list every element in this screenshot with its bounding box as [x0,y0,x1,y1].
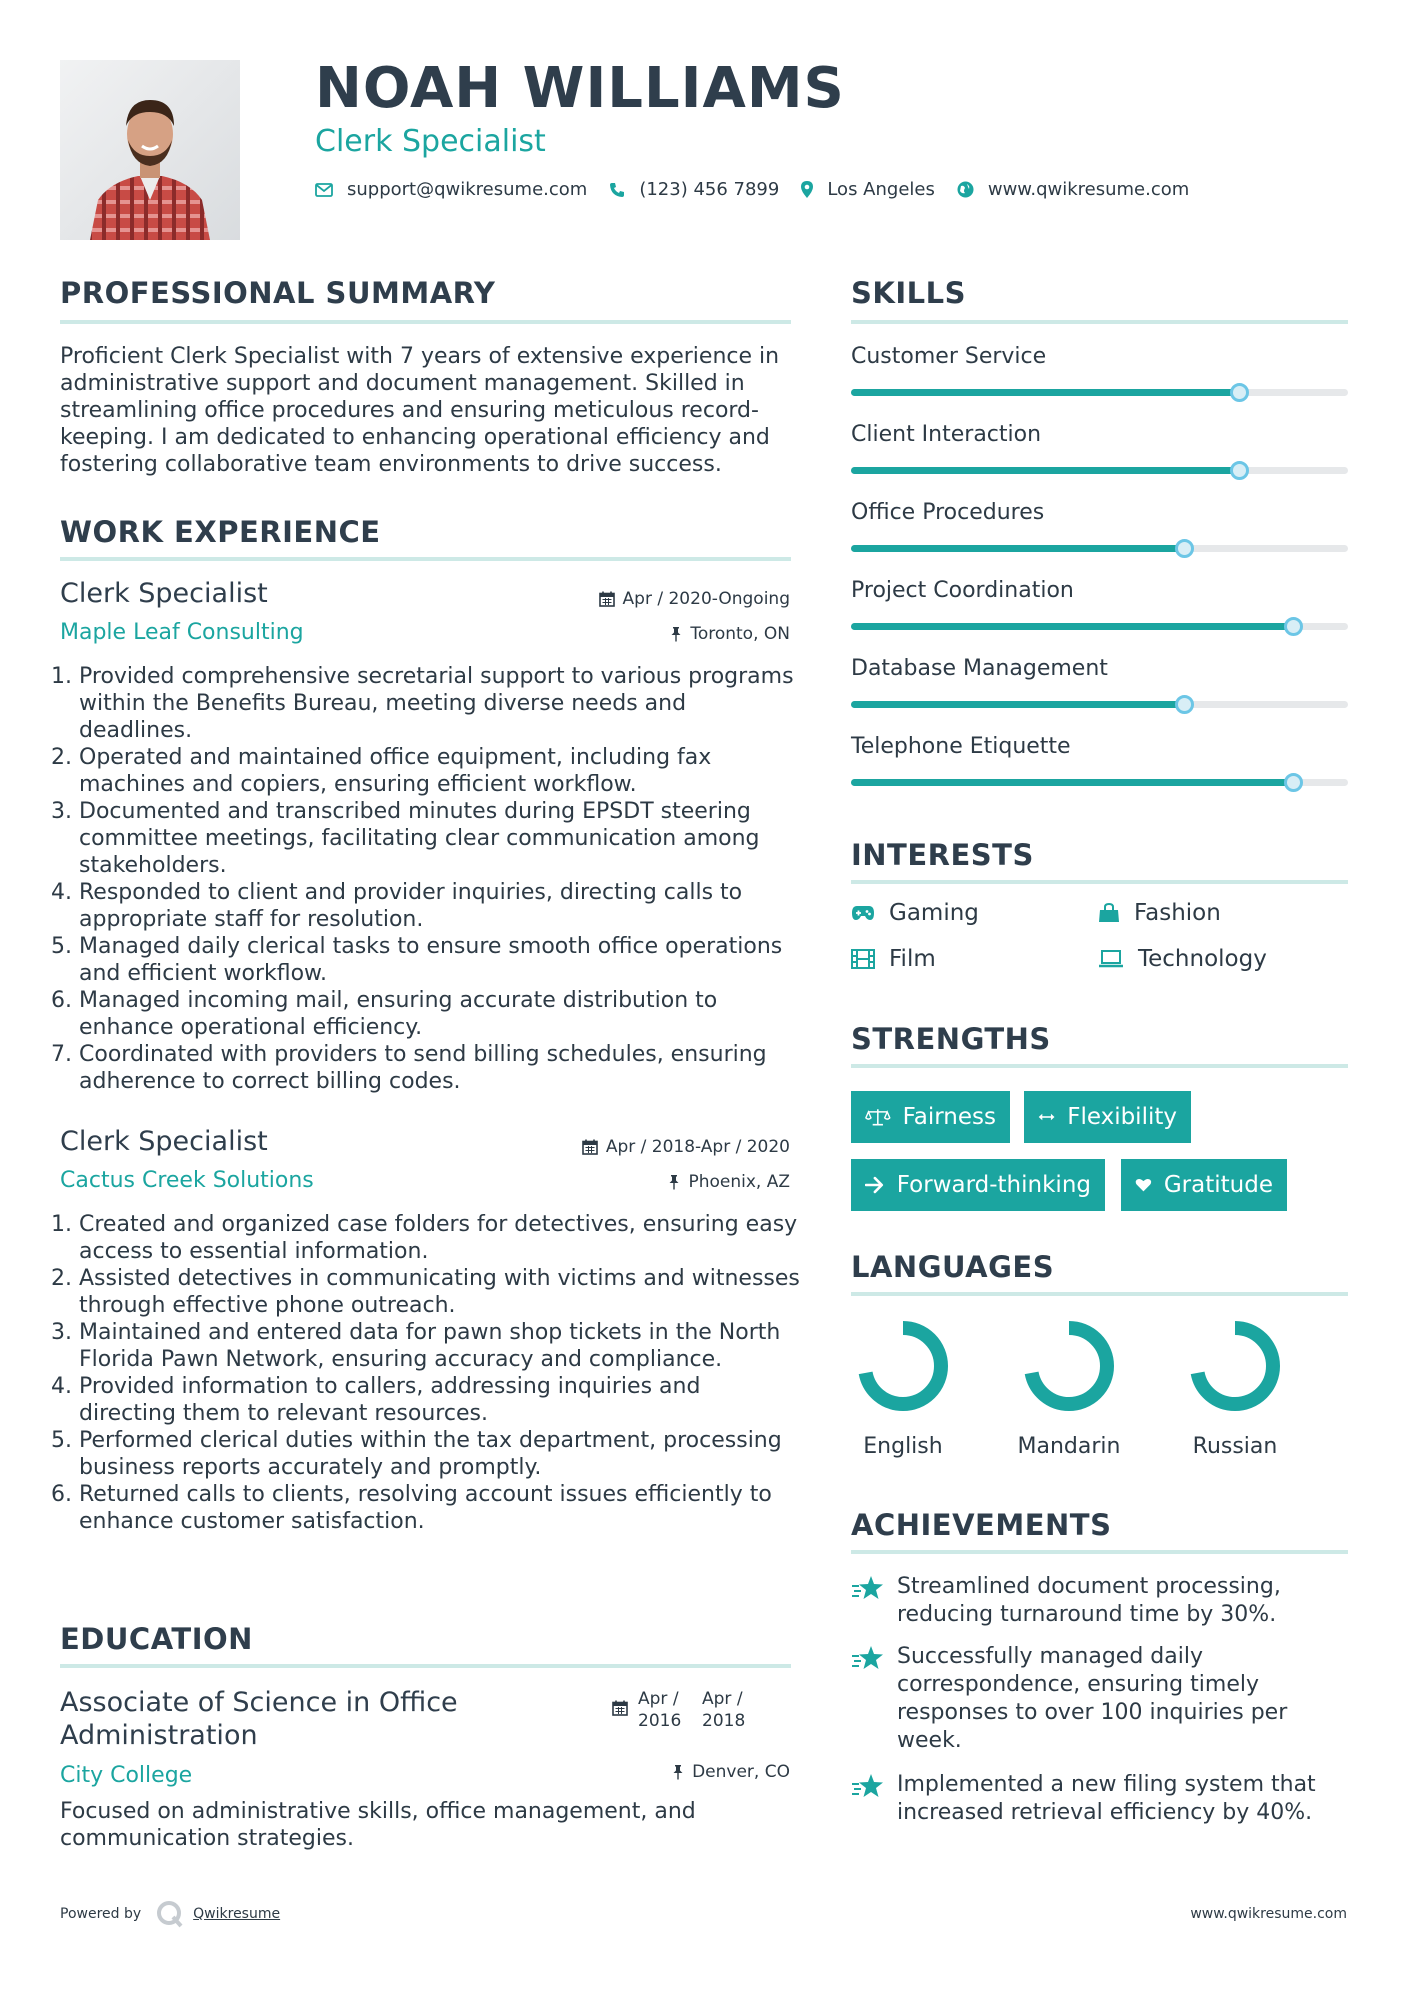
skill-bar-knob [1284,617,1303,636]
list-item: 1. Provided comprehensive secretarial support to various programs within the Benefits Bureau, meeting diverse needs and deadlines. [79,663,800,744]
job-bullets [60,1211,800,1535]
email-text: support@qwikresume.com [347,179,588,200]
interest-item [851,900,979,926]
list-item: 6. Returned calls to clients, resolving account issues efficiently to enhance customer satisfaction. [79,1481,800,1535]
job-location-text: Phoenix, AZ [688,1172,790,1192]
language-name: Mandarin [1017,1434,1121,1459]
job-location [668,1172,790,1192]
education-start: Apr / 2016 [638,1689,682,1731]
qwikresume-logo-icon [155,1899,185,1929]
interest-item [1098,946,1267,972]
education-dates [612,1688,752,1732]
language-name: English [863,1434,943,1459]
experience-heading: WORK EXPERIENCE [60,515,381,549]
skill-bar-knob [1230,461,1249,480]
candidate-name: NOAH WILLIAMS [315,56,845,121]
achievement-text: Successfully managed daily correspondence, ensuring timely responses to over 100 inquiries per week. [897,1644,1288,1753]
calendar-icon [612,1700,628,1716]
star-icon [851,1575,885,1601]
achievements-heading: ACHIEVEMENTS [851,1508,1112,1542]
job-title: Clerk Specialist [60,578,268,609]
language-ring [1004,1318,1134,1418]
skill-bar-fill [851,779,1293,786]
job-dates [582,1137,790,1157]
candidate-role: Clerk Specialist [315,124,546,159]
star-icon [851,1773,885,1799]
balance-scale-icon [865,1106,891,1128]
list-item: 6. Managed incoming mail, ensuring accurate distribution to enhance operational efficiency. [79,987,800,1041]
pushpin-icon [668,1174,680,1190]
person-photo-icon [60,60,240,240]
skill-bar [851,779,1348,786]
contact-website[interactable] [957,179,1189,200]
list-item: 5. Managed daily clerical tasks to ensure smooth office operations and efficient workflow. [79,933,800,987]
strength-label: Fairness [902,1104,996,1130]
education-end: Apr / 2018 [702,1689,746,1731]
skill-bar-fill [851,467,1239,474]
skill-bar-knob [1175,539,1194,558]
skill-name: Database Management [851,656,1108,681]
strength-badge [1024,1091,1191,1143]
skill-bar-knob [1175,695,1194,714]
skills-heading: SKILLS [851,276,966,310]
strengths-divider [851,1064,1348,1068]
list-item: 2. Assisted detectives in communicating with victims and witnesses through effective phone outreach. [79,1265,800,1319]
skill-name: Project Coordination [851,578,1074,603]
strength-label: Forward-thinking [896,1172,1091,1198]
contact-phone[interactable] [609,179,779,200]
heart-icon [1135,1175,1152,1195]
star-icon [851,1645,885,1671]
language-ring [1170,1318,1300,1418]
job-bullets [60,663,800,1095]
languages-divider [851,1292,1348,1296]
contact-email[interactable] [315,179,587,200]
gamepad-icon [851,905,875,921]
skill-bar [851,545,1348,552]
calendar-icon [582,1139,598,1155]
brand-link[interactable]: Qwikresume [193,1906,281,1922]
strength-badge [1121,1159,1287,1211]
powered-by-text: Powered by [60,1906,142,1922]
skill-bar [851,389,1348,396]
list-item: 2. Operated and maintained office equipment, including fax machines and copiers, ensuring efficient workflow. [79,744,800,798]
skill-name: Customer Service [851,344,1047,369]
contact-location [801,179,935,200]
footer-powered-by [60,1899,280,1929]
skill-bar-fill [851,389,1239,396]
skills-divider [851,320,1348,324]
skill-name: Office Procedures [851,500,1045,525]
job-location [670,624,790,644]
interests-divider [851,880,1348,884]
list-item: 3. Maintained and entered data for pawn shop tickets in the North Florida Pawn Network, ensuring accuracy and compliance. [79,1319,800,1373]
language-name: Russian [1192,1434,1278,1459]
achievement-item [851,1643,1341,1755]
education-divider [60,1664,791,1668]
pushpin-icon [670,626,682,642]
skill-bar-knob [1284,773,1303,792]
skill-name: Client Interaction [851,422,1042,447]
summary-text: Proficient Clerk Specialist with 7 years of extensive experience in administrative support and document management. Skilled in streamlining office procedures and ensuring meticulous record-keeping. I am dedicated to enhancing operational efficiency and fostering collaborative team environments to drive success. [60,344,780,477]
strength-label: Flexibility [1067,1104,1177,1130]
job-company: Maple Leaf Consulting [60,620,304,645]
website-text: www.qwikresume.com [987,179,1190,200]
pushpin-icon [672,1764,684,1780]
interest-label: Film [889,946,936,972]
job-title: Clerk Specialist [60,1126,268,1157]
job-dates-text: Apr / 2018-Apr / 2020 [605,1137,790,1157]
education-heading: EDUCATION [60,1622,253,1656]
location-text: Los Angeles [827,179,935,200]
job-location-text: Toronto, ON [690,624,790,644]
achievement-text: Streamlined document processing, reducing turnaround time by 30%. [897,1574,1281,1627]
arrow-right-icon [865,1176,885,1194]
skill-bar [851,701,1348,708]
achievement-text: Implemented a new filing system that increased retrieval efficiency by 40%. [897,1772,1316,1825]
skill-bar [851,623,1348,630]
degree-title: Associate of Science in Office Administration [60,1687,458,1751]
interests-heading: INTERESTS [851,838,1034,872]
interest-item [851,946,936,972]
skill-bar-fill [851,545,1184,552]
interest-label: Technology [1138,946,1267,972]
skill-bar [851,467,1348,474]
interest-item [1098,900,1221,926]
experience-divider [60,557,791,561]
envelope-icon [315,183,333,197]
globe-icon [957,181,974,198]
education-description: Focused on administrative skills, office management, and communication strategies. [60,1799,696,1851]
phone-text: (123) 456 7899 [639,179,780,200]
strengths-heading: STRENGTHS [851,1022,1051,1056]
achievement-item [851,1771,1341,1827]
arrows-horizontal-icon [1038,1110,1055,1124]
calendar-icon [599,591,615,607]
skill-bar-fill [851,701,1184,708]
strength-badge [851,1159,1105,1211]
strength-label: Gratitude [1163,1172,1273,1198]
skill-bar-knob [1230,383,1249,402]
interest-label: Fashion [1134,900,1221,926]
list-item: 5. Performed clerical duties within the tax department, processing business reports accurately and promptly. [79,1427,800,1481]
job-dates-text: Apr / 2020-Ongoing [622,589,790,609]
education-location [672,1762,790,1782]
list-item: 4. Provided information to callers, addressing inquiries and directing them to relevant resources. [79,1373,800,1427]
list-item: 7. Coordinated with providers to send billing schedules, ensuring adherence to correct billing codes. [79,1041,800,1095]
laptop-icon [1098,950,1124,968]
shopping-bag-icon [1098,903,1120,923]
achievements-divider [851,1550,1348,1554]
phone-icon [609,182,625,198]
skill-name: Telephone Etiquette [851,734,1071,759]
list-item: 1. Created and organized case folders for detectives, ensuring easy access to essential information. [79,1211,800,1265]
summary-divider [60,320,791,324]
job-company: Cactus Creek Solutions [60,1168,314,1193]
interest-label: Gaming [889,900,979,926]
strength-badge [851,1091,1010,1143]
profile-photo [60,60,240,240]
job-dates [599,589,790,609]
list-item: 4. Responded to client and provider inquiries, directing calls to appropriate staff for resolution. [79,879,800,933]
contact-row [315,179,1211,200]
list-item: 3. Documented and transcribed minutes during EPSDT steering committee meetings, facilitating clear communication among stakeholders. [79,798,800,879]
language-ring [838,1318,968,1418]
summary-heading: PROFESSIONAL SUMMARY [60,276,496,310]
film-icon [851,949,875,969]
languages-heading: LANGUAGES [851,1250,1055,1284]
map-pin-icon [801,181,813,198]
achievement-item [851,1573,1341,1629]
footer-website[interactable]: www.qwikresume.com [1190,1906,1347,1922]
school-name: City College [60,1763,193,1788]
education-location-text: Denver, CO [692,1762,790,1782]
skill-bar-fill [851,623,1293,630]
